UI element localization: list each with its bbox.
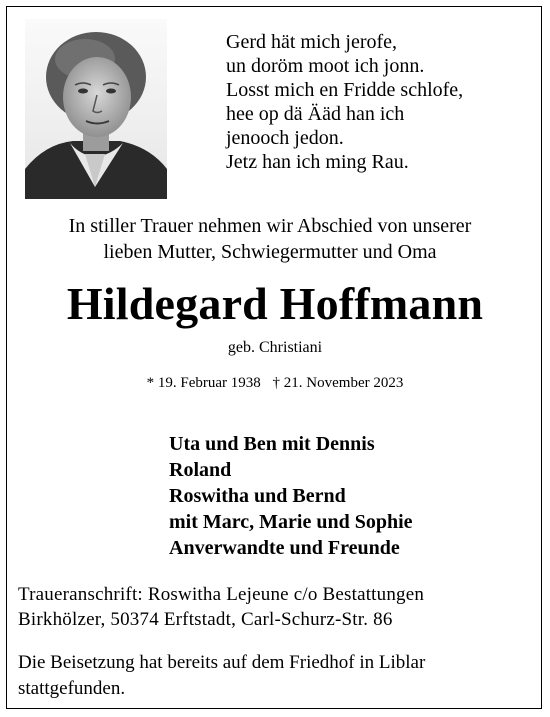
poem-line: un doröm moot ich jonn. xyxy=(226,55,425,77)
maiden-name: geb. Christiani xyxy=(227,339,323,356)
poem-line: Jetz han ich ming Rau. xyxy=(226,151,409,173)
poem-line: hee op dä Ääd han ich xyxy=(226,103,405,125)
mourners-list xyxy=(169,431,499,561)
address-line: Traueranschrift: Roswitha Lejeune c/o Bestattungen xyxy=(18,584,425,605)
burial-line: stattgefunden. xyxy=(18,678,126,699)
mourning-address xyxy=(18,582,538,632)
mourner-line: Roswitha und Bernd xyxy=(169,485,346,507)
burial-line: Die Beisetzung hat bereits auf dem Friedhof in Liblar xyxy=(18,652,426,673)
mourner-line: Uta und Ben mit Dennis xyxy=(169,433,375,455)
death-date: † 21. November 2023 xyxy=(272,375,404,391)
poem-line: Gerd hät mich jerofe, xyxy=(226,31,398,53)
intro-line: lieben Mutter, Schwiegermutter und Oma xyxy=(103,241,437,263)
intro-text xyxy=(10,213,530,265)
poem-line: jenooch jedon. xyxy=(226,127,344,149)
birth-date: * 19. Februar 1938 xyxy=(146,375,261,391)
poem-line: Losst mich en Fridde schlofe, xyxy=(226,79,464,101)
portrait-photo xyxy=(25,19,167,199)
mourner-line: Anverwandte und Freunde xyxy=(169,537,400,559)
deceased-name: Hildegard Hoffmann xyxy=(66,278,484,329)
portrait-image xyxy=(25,19,167,199)
burial-note xyxy=(18,650,538,702)
mourner-line: Roland xyxy=(169,459,232,481)
mourner-line: mit Marc, Marie und Sophie xyxy=(169,511,413,533)
life-dates xyxy=(0,373,550,393)
address-line: Birkhölzer, 50374 Erftstadt, Carl-Schurz-Str. 86 xyxy=(18,609,393,630)
poem xyxy=(226,30,526,174)
intro-line: In stiller Trauer nehmen wir Abschied von unserer xyxy=(68,215,472,237)
